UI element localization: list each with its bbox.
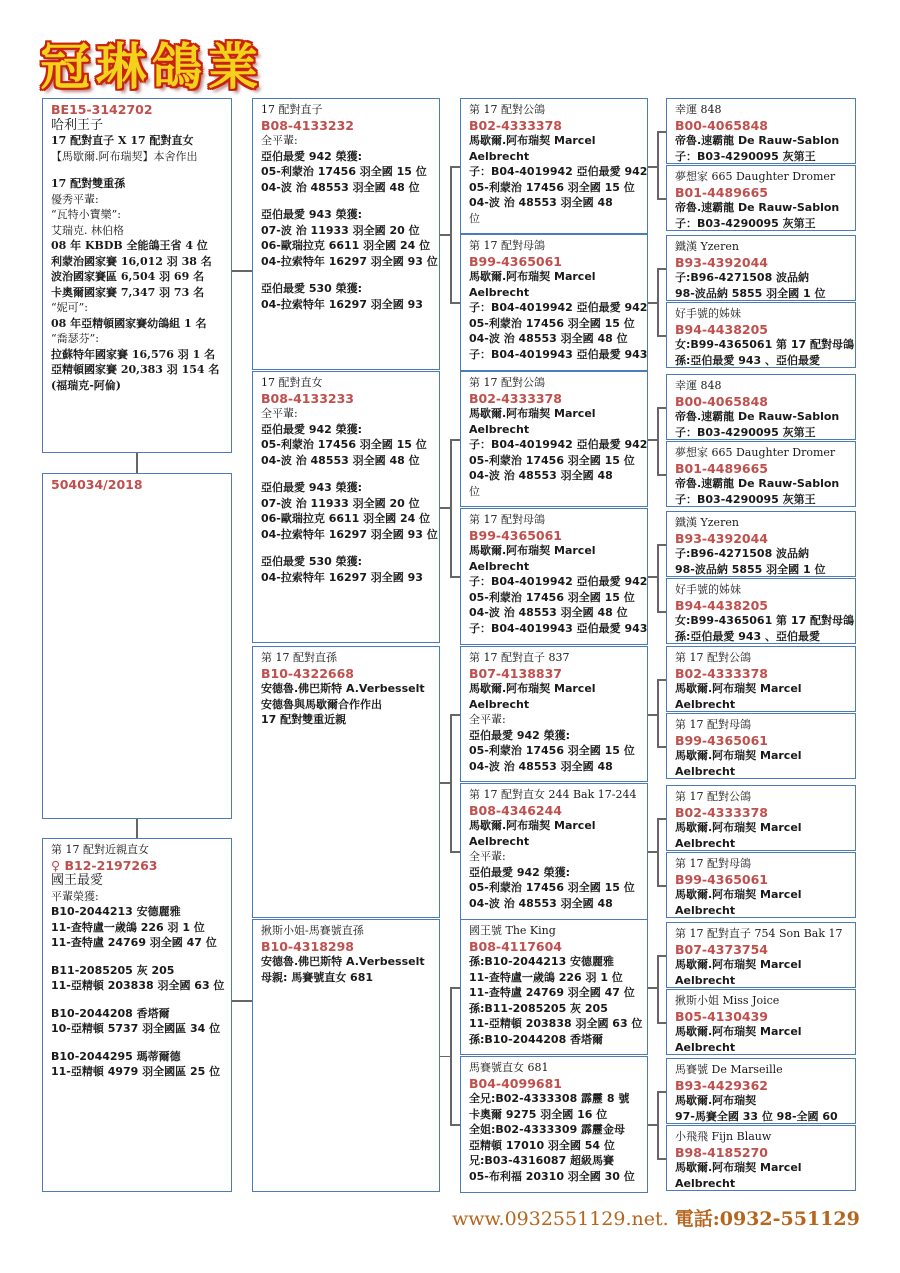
ring-number: ♀ B12-2197263	[51, 857, 158, 873]
bird-title: 揪斯小姐 Miss Joice	[675, 994, 780, 1007]
spacer	[261, 542, 433, 554]
connector-line	[657, 131, 666, 133]
pedigree-line: 子：B04-4019942 亞伯最愛 942	[469, 575, 648, 588]
great-grandparent-card	[666, 922, 856, 988]
pedigree-line: 05-利蒙治 17456 羽全國 15 位	[469, 453, 635, 467]
bird-title: 國王號 The King	[469, 924, 556, 937]
pedigree-line: 優秀平輩:	[51, 192, 99, 206]
pedigree-line: Aelbrecht	[675, 1176, 736, 1190]
pedigree-line: 孫:B11-2085205 灰 205	[469, 1001, 608, 1015]
bird-title: 17 配對直女	[261, 376, 323, 389]
ring-number: B07-4138837	[469, 665, 562, 681]
sire-dam-card	[252, 371, 440, 643]
bird-title: 幸運 848	[675, 103, 722, 116]
ring-number: B94-4438205	[675, 597, 768, 613]
connector-line	[440, 234, 450, 236]
dam-card	[42, 838, 232, 1192]
pedigree-line: 08 年亞精頓國家賽幼鴿組 1 名	[51, 316, 207, 330]
spacer	[261, 269, 433, 281]
connector-line	[450, 987, 460, 989]
bird-title: 第 17 配對直女 244 Bak 17-244	[469, 788, 637, 801]
pedigree-line: 馬歇爾.阿布瑞契 Marcel	[469, 407, 596, 420]
great-grandparent-card	[666, 441, 856, 507]
grandparent-card	[460, 1056, 648, 1193]
pedigree-line: 05-布利福 20310 羽全國 30 位	[469, 1169, 635, 1183]
pedigree-line: 04-拉索特年 16297 羽全國 93 位	[261, 527, 438, 541]
pedigree-line: 女:B99-4365061 第 17 配對母鴿	[675, 614, 855, 627]
pedigree-line: 子:B96-4271508 波品納	[675, 271, 810, 284]
sire-dam-card	[252, 919, 440, 1192]
pedigree-line: 艾瑞克. 林伯格	[51, 223, 124, 237]
ring-number: 504034/2018	[51, 477, 143, 492]
connector-line	[232, 270, 252, 272]
sire-dam-card	[252, 98, 440, 370]
ring-number: B93-4392044	[675, 254, 768, 270]
connector-line	[450, 439, 452, 576]
pedigree-line: 04-波 治 48553 羽全國 48	[469, 896, 613, 910]
pedigree-line: 卡奧爾國家賽 7,347 羽 73 名	[51, 285, 205, 299]
connector-line	[450, 1124, 460, 1126]
connector-line	[648, 166, 657, 168]
pedigree-line: Aelbrecht	[675, 697, 736, 711]
spacer	[261, 195, 433, 207]
connector-line	[657, 955, 666, 957]
bird-title: 第 17 配對近親直女	[51, 843, 149, 856]
pedigree-line: 11-亞精頓 4979 羽全國區 25 位	[51, 1065, 221, 1078]
connector-line	[450, 987, 452, 1124]
spacer	[51, 164, 225, 176]
connector-line	[440, 507, 450, 509]
connector-line	[657, 818, 659, 885]
pedigree-line: 馬歇爾.阿布瑞契	[675, 1094, 757, 1107]
pedigree-line: Aelbrecht	[675, 764, 736, 778]
pedigree-line: 馬歇爾.阿布瑞契 Marcel	[675, 958, 802, 971]
pedigree-line: 04-波 治 48553 羽全國 48 位	[469, 606, 628, 619]
pedigree-line: 位	[469, 484, 480, 498]
connector-line	[657, 268, 666, 270]
connector-line	[657, 818, 666, 820]
connector-line	[657, 1022, 666, 1024]
connector-line	[648, 714, 657, 716]
connector-line	[657, 1091, 659, 1158]
pedigree-line: 亞精頓 17010 羽全國 54 位	[469, 1138, 615, 1152]
great-grandparent-card	[666, 785, 856, 851]
bird-title: 馬賽號 De Marseille	[675, 1063, 783, 1076]
grandparent-card	[460, 783, 648, 920]
bird-title: 第 17 配對母鴿	[675, 857, 751, 870]
pedigree-line: 亞伯最愛 943 榮獲:	[261, 208, 363, 221]
pedigree-line: Aelbrecht	[469, 697, 530, 711]
ring-number: B00-4065848	[675, 393, 768, 409]
pedigree-line: B10-2044208 香塔爾	[51, 1006, 170, 1020]
pedigree-line: 17 配對雙重近親	[261, 713, 347, 726]
pedigree-line: 11-查特盧一歲鴿 226 羽 1 位	[51, 920, 205, 934]
pedigree-line: 97-馬賽全國 33 位 98-全國 60	[675, 1109, 838, 1123]
pedigree-line: 孫:B10-2044213 安德麗雅	[469, 955, 615, 968]
connector-line	[657, 407, 666, 409]
pedigree-line: 帝魯.速霸龍 De Rauw-Sablon	[675, 134, 840, 147]
ring-number: BE15-3142702	[51, 102, 153, 117]
connector-line	[440, 1056, 450, 1058]
bird-title: 小飛飛 Fijn Blauw	[675, 1130, 772, 1143]
bird-title: 第 17 配對公鴿	[469, 103, 545, 116]
bird-title: 第 17 配對公鴿	[469, 376, 545, 389]
pedigree-line: “妮可”:	[51, 301, 88, 314]
footer	[452, 1204, 860, 1231]
pedigree-line: 國王最愛	[51, 873, 104, 888]
connector-line	[450, 439, 460, 441]
connector-line	[232, 1000, 252, 1002]
connector-line	[657, 335, 666, 337]
pedigree-line: B11-2085205 灰 205	[51, 963, 175, 977]
connector-line	[450, 302, 460, 304]
ring-number: B08-4346244	[469, 802, 562, 818]
pedigree-line: 10-亞精頓 5737 羽全國區 34 位	[51, 1022, 221, 1035]
pedigree-line: 馬歇爾.阿布瑞契 Marcel	[675, 749, 802, 762]
ring-card	[42, 473, 232, 819]
pedigree-line: 08 年 KBDB 全能鴿王省 4 位	[51, 239, 208, 252]
connector-line	[657, 474, 666, 476]
pedigree-line: 馬歇爾.阿布瑞契 Marcel	[469, 682, 596, 695]
great-grandparent-card	[666, 578, 856, 644]
bird-title: 好手號的姊妹	[675, 583, 741, 596]
bird-title: 鐵漢 Yzeren	[675, 516, 739, 529]
pedigree-line: 11-亞精頓 203838 羽全國 63 位	[51, 979, 225, 992]
ring-number: B08-4117604	[469, 938, 562, 954]
pedigree-line: Aelbrecht	[469, 285, 530, 299]
pedigree-line: 哈利王子	[51, 117, 104, 133]
grandparent-card	[460, 646, 648, 782]
pedigree-line: 孫:亞伯最愛 943 、亞伯最愛	[675, 629, 821, 643]
spacer	[261, 468, 433, 480]
connector-line	[657, 1091, 666, 1093]
pedigree-line: 子:B96-4271508 波品納	[675, 547, 810, 560]
pedigree-line: 05-利蒙治 17456 羽全國 15 位	[469, 180, 635, 194]
sire-dam-card	[252, 646, 440, 918]
logo-char: 業	[208, 37, 260, 96]
ring-number: B94-4438205	[675, 321, 768, 337]
bird-title: 第 17 配對母鴿	[675, 718, 751, 731]
pedigree-line: 04-波 治 48553 羽全國 48	[469, 759, 613, 773]
pedigree-line: 亞伯最愛 530 榮獲:	[261, 555, 363, 568]
pedigree-line: 馬歇爾.阿布瑞契 Marcel	[469, 819, 596, 832]
connector-line	[657, 955, 659, 1022]
pedigree-line: 07-波 治 11933 羽全國 20 位	[261, 223, 420, 237]
connector-line	[648, 851, 657, 853]
great-grandparent-card	[666, 235, 856, 301]
pedigree-line: 05-利蒙治 17456 羽全國 15 位	[469, 744, 635, 757]
bird-title: 夢想家 665 Daughter Dromer	[675, 446, 836, 459]
pedigree-line: Aelbrecht	[675, 1040, 736, 1054]
pedigree-line: 卡奧爾 9275 羽全國 16 位	[469, 1107, 608, 1121]
connector-line	[450, 714, 460, 716]
great-grandparent-card	[666, 98, 856, 164]
pedigree-line: 全平輩:	[469, 850, 506, 863]
pedigree-line: 全平輩:	[261, 134, 298, 147]
ring-number: B10-4322668	[261, 665, 354, 681]
website-link[interactable]: www.0932551129.net	[452, 1208, 663, 1230]
bird-title: 幸運 848	[675, 379, 722, 392]
pedigree-line: 子：B03-4290095 灰第王	[675, 425, 816, 439]
pedigree-line: 馬歇爾.阿布瑞契 Marcel	[469, 270, 596, 283]
pedigree-line: 亞伯最愛 942 榮獲:	[261, 149, 363, 163]
pedigree-line: 子：B03-4290095 灰第王	[675, 149, 816, 163]
pedigree-line: 05-利蒙治 17456 羽全國 15 位	[261, 165, 427, 178]
ring-number: B02-4333378	[675, 804, 768, 820]
great-grandparent-card	[666, 165, 856, 231]
pedigree-line: 帝魯.速霸龍 De Rauw-Sablon	[675, 410, 840, 423]
ring-number: B00-4065848	[675, 117, 768, 133]
pedigree-line: 子：B04-4019943 亞伯最愛 943	[469, 347, 648, 361]
pedigree-line: 11-查特盧一歲鴿 226 羽 1 位	[469, 970, 623, 984]
spacer	[51, 951, 225, 963]
pedigree-line: 11-查特盧 24769 羽全國 47 位	[469, 986, 635, 999]
pedigree-line: 兄:B03-4316087 超級馬賽	[469, 1154, 615, 1167]
great-grandparent-card	[666, 374, 856, 440]
pedigree-line: 05-利蒙治 17456 羽全國 15 位	[469, 590, 635, 604]
ring-number: B01-4489665	[675, 460, 768, 476]
connector-line	[440, 782, 450, 784]
pedigree-line: 全平輩:	[469, 713, 506, 726]
logo	[40, 38, 260, 96]
pedigree-line: 安德魯與馬歇爾合作作出	[261, 697, 382, 711]
ring-number: B99-4365061	[469, 527, 562, 543]
pedigree-line: 04-波 治 48553 羽全國 48 位	[261, 180, 420, 194]
ring-number: B07-4373754	[675, 941, 768, 957]
pedigree-line: 亞伯最愛 530 榮獲:	[261, 282, 363, 295]
pedigree-line: 05-利蒙治 17456 羽全國 15 位	[469, 881, 635, 894]
pedigree-line: Aelbrecht	[469, 149, 530, 163]
connector-line	[450, 714, 452, 851]
connector-line	[648, 987, 657, 989]
ring-number: B98-4185270	[675, 1144, 768, 1160]
great-grandparent-card	[666, 1125, 856, 1191]
pedigree-line: 04-拉索特年 16297 羽全國 93	[261, 570, 423, 584]
pedigree-line: B10-2044295 瑪蒂爾德	[51, 1049, 181, 1063]
pedigree-line: “喬瑟芬”:	[51, 332, 99, 345]
pedigree-line: 孫:B10-2044208 香塔爾	[469, 1032, 604, 1046]
connector-line	[657, 1158, 666, 1160]
pedigree-line: Aelbrecht	[469, 422, 530, 436]
connector-line	[657, 679, 659, 746]
phone-number[interactable]: 電話:0932-551129	[674, 1208, 860, 1230]
pedigree-line: 孫:亞伯最愛 943 、亞伯最愛	[675, 353, 821, 367]
pedigree-line: 全兄:B02-4333308 霹靂 8 號	[469, 1092, 630, 1105]
bird-title: 揪斯小姐-馬賽號直孫	[261, 924, 364, 937]
pedigree-line: 07-波 治 11933 羽全國 20 位	[261, 496, 420, 510]
pedigree-line: Aelbrecht	[469, 559, 530, 573]
bird-title: 第 17 配對母鴿	[469, 513, 545, 526]
connector-line	[657, 746, 666, 748]
pedigree-line: 17 配對直子 X 17 配對直女	[51, 134, 194, 147]
pedigree-line: 子：B04-4019942 亞伯最愛 942	[469, 438, 648, 451]
ring-number: B99-4365061	[675, 732, 768, 748]
pedigree-line: Aelbrecht	[675, 903, 736, 917]
pedigree-line: 安德魯.佛巴斯特 A.Verbesselt	[261, 955, 425, 968]
subject-card	[42, 98, 232, 453]
pedigree-line: 母親: 馬賽號直女 681	[261, 970, 374, 984]
pedigree-line: 06-歐瑞拉克 6611 羽全國 24 位	[261, 512, 431, 525]
pedigree-line: 子：B04-4019942 亞伯最愛 942	[469, 301, 648, 314]
pedigree-line: 【馬歇爾.阿布瑞契】本舍作出	[51, 149, 198, 163]
connector-line	[657, 885, 666, 887]
ring-number: B10-4318298	[261, 938, 354, 954]
bird-title: 第 17 配對直子 754 Son Bak 17	[675, 927, 843, 940]
connector-line	[648, 439, 657, 441]
pedigree-line: 子：B04-4019943 亞伯最愛 943	[469, 621, 648, 635]
pedigree-line: 05-利蒙治 17456 羽全國 15 位	[469, 316, 635, 330]
pedigree-line: 11-亞精頓 203838 羽全國 63 位	[469, 1017, 643, 1030]
pedigree-line: 亞精頓國家賽 20,383 羽 154 名 (福瑞克-阿倫)	[51, 363, 220, 392]
ring-number: B08-4133233	[261, 390, 354, 406]
pedigree-line: 98-波品納 5855 羽全國 1 位	[675, 562, 826, 576]
pedigree-line: 子：B03-4290095 灰第王	[675, 492, 816, 506]
footer-separator: .	[662, 1208, 669, 1230]
bird-title: 馬賽號直女 681	[469, 1061, 549, 1074]
pedigree-line: 女:B99-4365061 第 17 配對母鴿	[675, 338, 855, 351]
connector-line	[450, 576, 460, 578]
connector-line	[648, 576, 657, 578]
bird-title: 第 17 配對公鴿	[675, 651, 751, 664]
bird-title: 第 17 配對公鴿	[675, 790, 751, 803]
pedigree-line: 安德魯.佛巴斯特 A.Verbesselt	[261, 682, 425, 695]
connector-line	[648, 302, 657, 304]
pedigree-line: 04-波 治 48553 羽全國 48	[469, 469, 613, 482]
great-grandparent-card	[666, 989, 856, 1055]
pedigree-line: 馬歇爾.阿布瑞契 Marcel	[675, 1025, 802, 1038]
connector-line	[136, 453, 138, 473]
great-grandparent-card	[666, 511, 856, 577]
pedigree-line: 馬歇爾.阿布瑞契 Marcel	[675, 682, 802, 695]
ring-number: B08-4133232	[261, 117, 354, 133]
bird-title: 17 配對直子	[261, 103, 323, 116]
ring-number: B93-4429362	[675, 1077, 768, 1093]
ring-number: B02-4333378	[469, 390, 562, 406]
connector-line	[657, 544, 666, 546]
great-grandparent-card	[666, 646, 856, 712]
connector-line	[657, 407, 659, 474]
pedigree-line: 子：B03-4290095 灰第王	[675, 216, 816, 230]
pedigree-line: 04-拉索特年 16297 羽全國 93 位	[261, 254, 438, 268]
pedigree-line: 亞伯最愛 942 榮獲:	[469, 865, 571, 879]
pedigree-line: 位	[469, 211, 480, 225]
grandparent-card	[460, 919, 648, 1055]
pedigree-line: 利蒙治國家賽 16,012 羽 38 名	[51, 254, 212, 268]
pedigree-line: B10-2044213 安德麗雅	[51, 905, 181, 918]
spacer	[51, 994, 225, 1006]
pedigree-line: 子：B04-4019942 亞伯最愛 942	[469, 165, 648, 178]
connector-line	[657, 198, 666, 200]
pedigree-line: 17 配對雙重孫	[51, 177, 126, 190]
connector-line	[657, 544, 659, 611]
ring-number: B93-4392044	[675, 530, 768, 546]
great-grandparent-card	[666, 713, 856, 779]
pedigree-line: 馬歇爾.阿布瑞契 Marcel	[469, 134, 596, 147]
pedigree-line: 帝魯.速霸龍 De Rauw-Sablon	[675, 477, 840, 490]
ring-number: B99-4365061	[675, 871, 768, 887]
pedigree-line: 平輩榮獲:	[51, 889, 99, 903]
great-grandparent-card	[666, 302, 856, 368]
pedigree-line: 拉蘇特年國家賽 16,576 羽 1 名	[51, 347, 216, 361]
pedigree-line: 04-波 治 48553 羽全國 48	[469, 196, 613, 209]
bird-title: 鐵漢 Yzeren	[675, 240, 739, 253]
connector-line	[657, 268, 659, 335]
pedigree-line: Aelbrecht	[675, 836, 736, 850]
ring-number: B01-4489665	[675, 184, 768, 200]
grandparent-card	[460, 508, 648, 645]
pedigree-line: 04-拉索特年 16297 羽全國 93	[261, 297, 423, 311]
pedigree-line: 亞伯最愛 943 榮獲:	[261, 481, 363, 494]
spacer	[51, 1037, 225, 1049]
connector-line	[657, 611, 666, 613]
connector-line	[657, 679, 666, 681]
connector-line	[657, 131, 659, 198]
ring-number: B02-4333378	[469, 117, 562, 133]
logo-char: 冠	[40, 37, 92, 96]
pedigree-line: 馬歇爾.阿布瑞契 Marcel	[675, 821, 802, 834]
connector-line	[450, 166, 452, 302]
ring-number: B99-4365061	[469, 253, 562, 269]
pedigree-line: 全平輩:	[261, 407, 298, 420]
ring-number: B04-4099681	[469, 1075, 562, 1091]
connector-line	[648, 1124, 657, 1126]
connector-line	[450, 851, 460, 853]
pedigree-line: 全姐:B02-4333309 霹靂金母	[469, 1123, 626, 1136]
pedigree-line: 波治國家賽區 6,504 羽 69 名	[51, 270, 205, 283]
pedigree-line: 亞伯最愛 942 榮獲:	[469, 728, 571, 742]
pedigree-line: Aelbrecht	[675, 973, 736, 987]
connector-line	[450, 166, 460, 168]
logo-char: 鴿	[152, 37, 204, 96]
pedigree-line: 98-波品納 5855 羽全國 1 位	[675, 286, 826, 300]
grandparent-card	[460, 98, 648, 234]
pedigree-line: “瓦特小寶樂”:	[51, 208, 121, 221]
great-grandparent-card	[666, 1058, 856, 1124]
pedigree-line: 04-波 治 48553 羽全國 48 位	[261, 453, 420, 467]
pedigree-line: Aelbrecht	[469, 834, 530, 848]
bird-title: 夢想家 665 Daughter Dromer	[675, 170, 836, 183]
bird-title: 第 17 配對母鴿	[469, 239, 545, 252]
bird-title: 第 17 配對直子 837	[469, 651, 570, 664]
bird-title: 第 17 配對直孫	[261, 651, 337, 664]
connector-line	[136, 819, 138, 838]
pedigree-line: 馬歇爾.阿布瑞契 Marcel	[675, 1161, 802, 1174]
pedigree-line: 05-利蒙治 17456 羽全國 15 位	[261, 438, 427, 451]
pedigree-line: 馬歇爾.阿布瑞契 Marcel	[675, 888, 802, 901]
pedigree-line: 04-波 治 48553 羽全國 48 位	[469, 332, 628, 345]
grandparent-card	[460, 234, 648, 371]
ring-number: B05-4130439	[675, 1008, 768, 1024]
pedigree-line: 馬歇爾.阿布瑞契 Marcel	[469, 544, 596, 557]
ring-number: B02-4333378	[675, 665, 768, 681]
logo-char: 琳	[96, 37, 148, 96]
pedigree-line: 06-歐瑞拉克 6611 羽全國 24 位	[261, 239, 431, 252]
pedigree-line: 帝魯.速霸龍 De Rauw-Sablon	[675, 201, 840, 214]
pedigree-line: 11-查特盧 24769 羽全國 47 位	[51, 936, 217, 949]
grandparent-card	[460, 371, 648, 507]
great-grandparent-card	[666, 852, 856, 918]
pedigree-line: 亞伯最愛 942 榮獲:	[261, 422, 363, 436]
bird-title: 好手號的姊妹	[675, 307, 741, 320]
